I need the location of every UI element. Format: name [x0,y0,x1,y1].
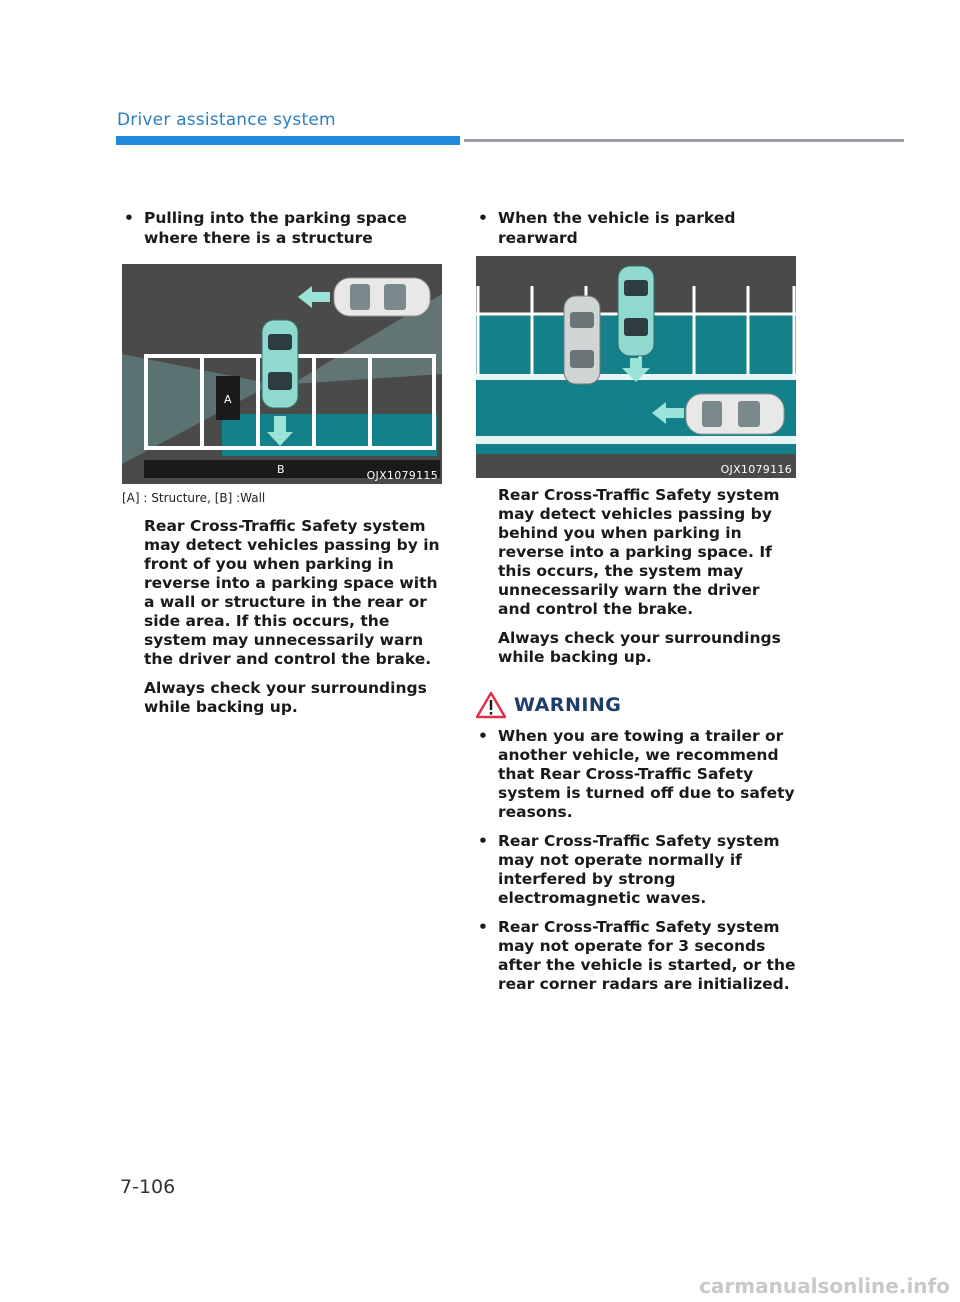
right-column [476,208,796,994]
warning-item-text: Rear Cross-Traffic Safety system may not operate normally if interfered by strong electromagnetic waves. [498,832,780,907]
figure-code: OJX1079115 [366,469,438,482]
warning-header [476,691,796,719]
reversing-car-icon [262,320,298,408]
bullet-icon: • [478,727,488,745]
warning-item [476,918,796,994]
reversing-car-icon [618,266,654,356]
crossing-car-icon [334,278,430,316]
warning-item [476,727,796,822]
warning-item [476,832,796,908]
section-title: Driver assistance system [117,110,336,130]
figure-caption: [A] : Structure, [B] :Wall [122,491,266,505]
label-b: B [277,463,285,476]
paragraph: Rear Cross-Traffic Safety system may detect vehicles passing by behind you when parking in reverse into a parking space. If this occurs, the system may unnecessarily warn the driver and control the brake. [498,486,780,618]
header-accent-bar [116,136,460,145]
watermark: carmanualsonline.info [699,1274,950,1298]
parking-rearward-illustration [476,256,796,478]
paragraph: Always check your surroundings while backing up. [498,629,781,666]
bullet-icon: • [478,209,488,227]
header-rule [464,139,904,142]
warning-item-text: Rear Cross-Traffic Safety system may not operate for 3 seconds after the vehicle is started, or the rear corner radars are initialized. [498,918,796,993]
parking-structure-illustration [122,264,442,484]
warning-title: WARNING [514,694,622,716]
paragraph: Rear Cross-Traffic Safety system may detect vehicles passing by in front of you when parking in reverse into a parking space with a wall or structure in the rear or side area. If this occurs, the system may unnecessarily warn the driver and control the brake. [144,517,440,668]
left-column [122,208,446,717]
parked-car-icon [564,296,600,384]
bullet-icon: • [478,918,488,936]
bullet-heading-text: Pulling into the parking space where there is a structure [144,209,407,247]
bullet-heading-rearward [476,208,796,248]
warning-triangle-icon [476,691,506,719]
page-number: 7-106 [120,1176,176,1198]
warning-item-text: When you are towing a trailer or another vehicle, we recommend that Rear Cross-Traffic Safety system is turned off due to safety reasons. [498,727,795,821]
figure-structure-parking [122,264,442,484]
figure-rearward-parking [476,256,796,478]
bullet-heading-structure [122,208,446,248]
bullet-icon: • [478,832,488,850]
crossing-car-icon [686,394,784,434]
label-a: A [224,393,232,406]
paragraph: Always check your surroundings while backing up. [144,679,427,716]
bullet-heading-text: When the vehicle is parked rearward [498,209,736,247]
figure-code: OJX1079116 [720,463,792,476]
bullet-icon: • [124,209,134,227]
